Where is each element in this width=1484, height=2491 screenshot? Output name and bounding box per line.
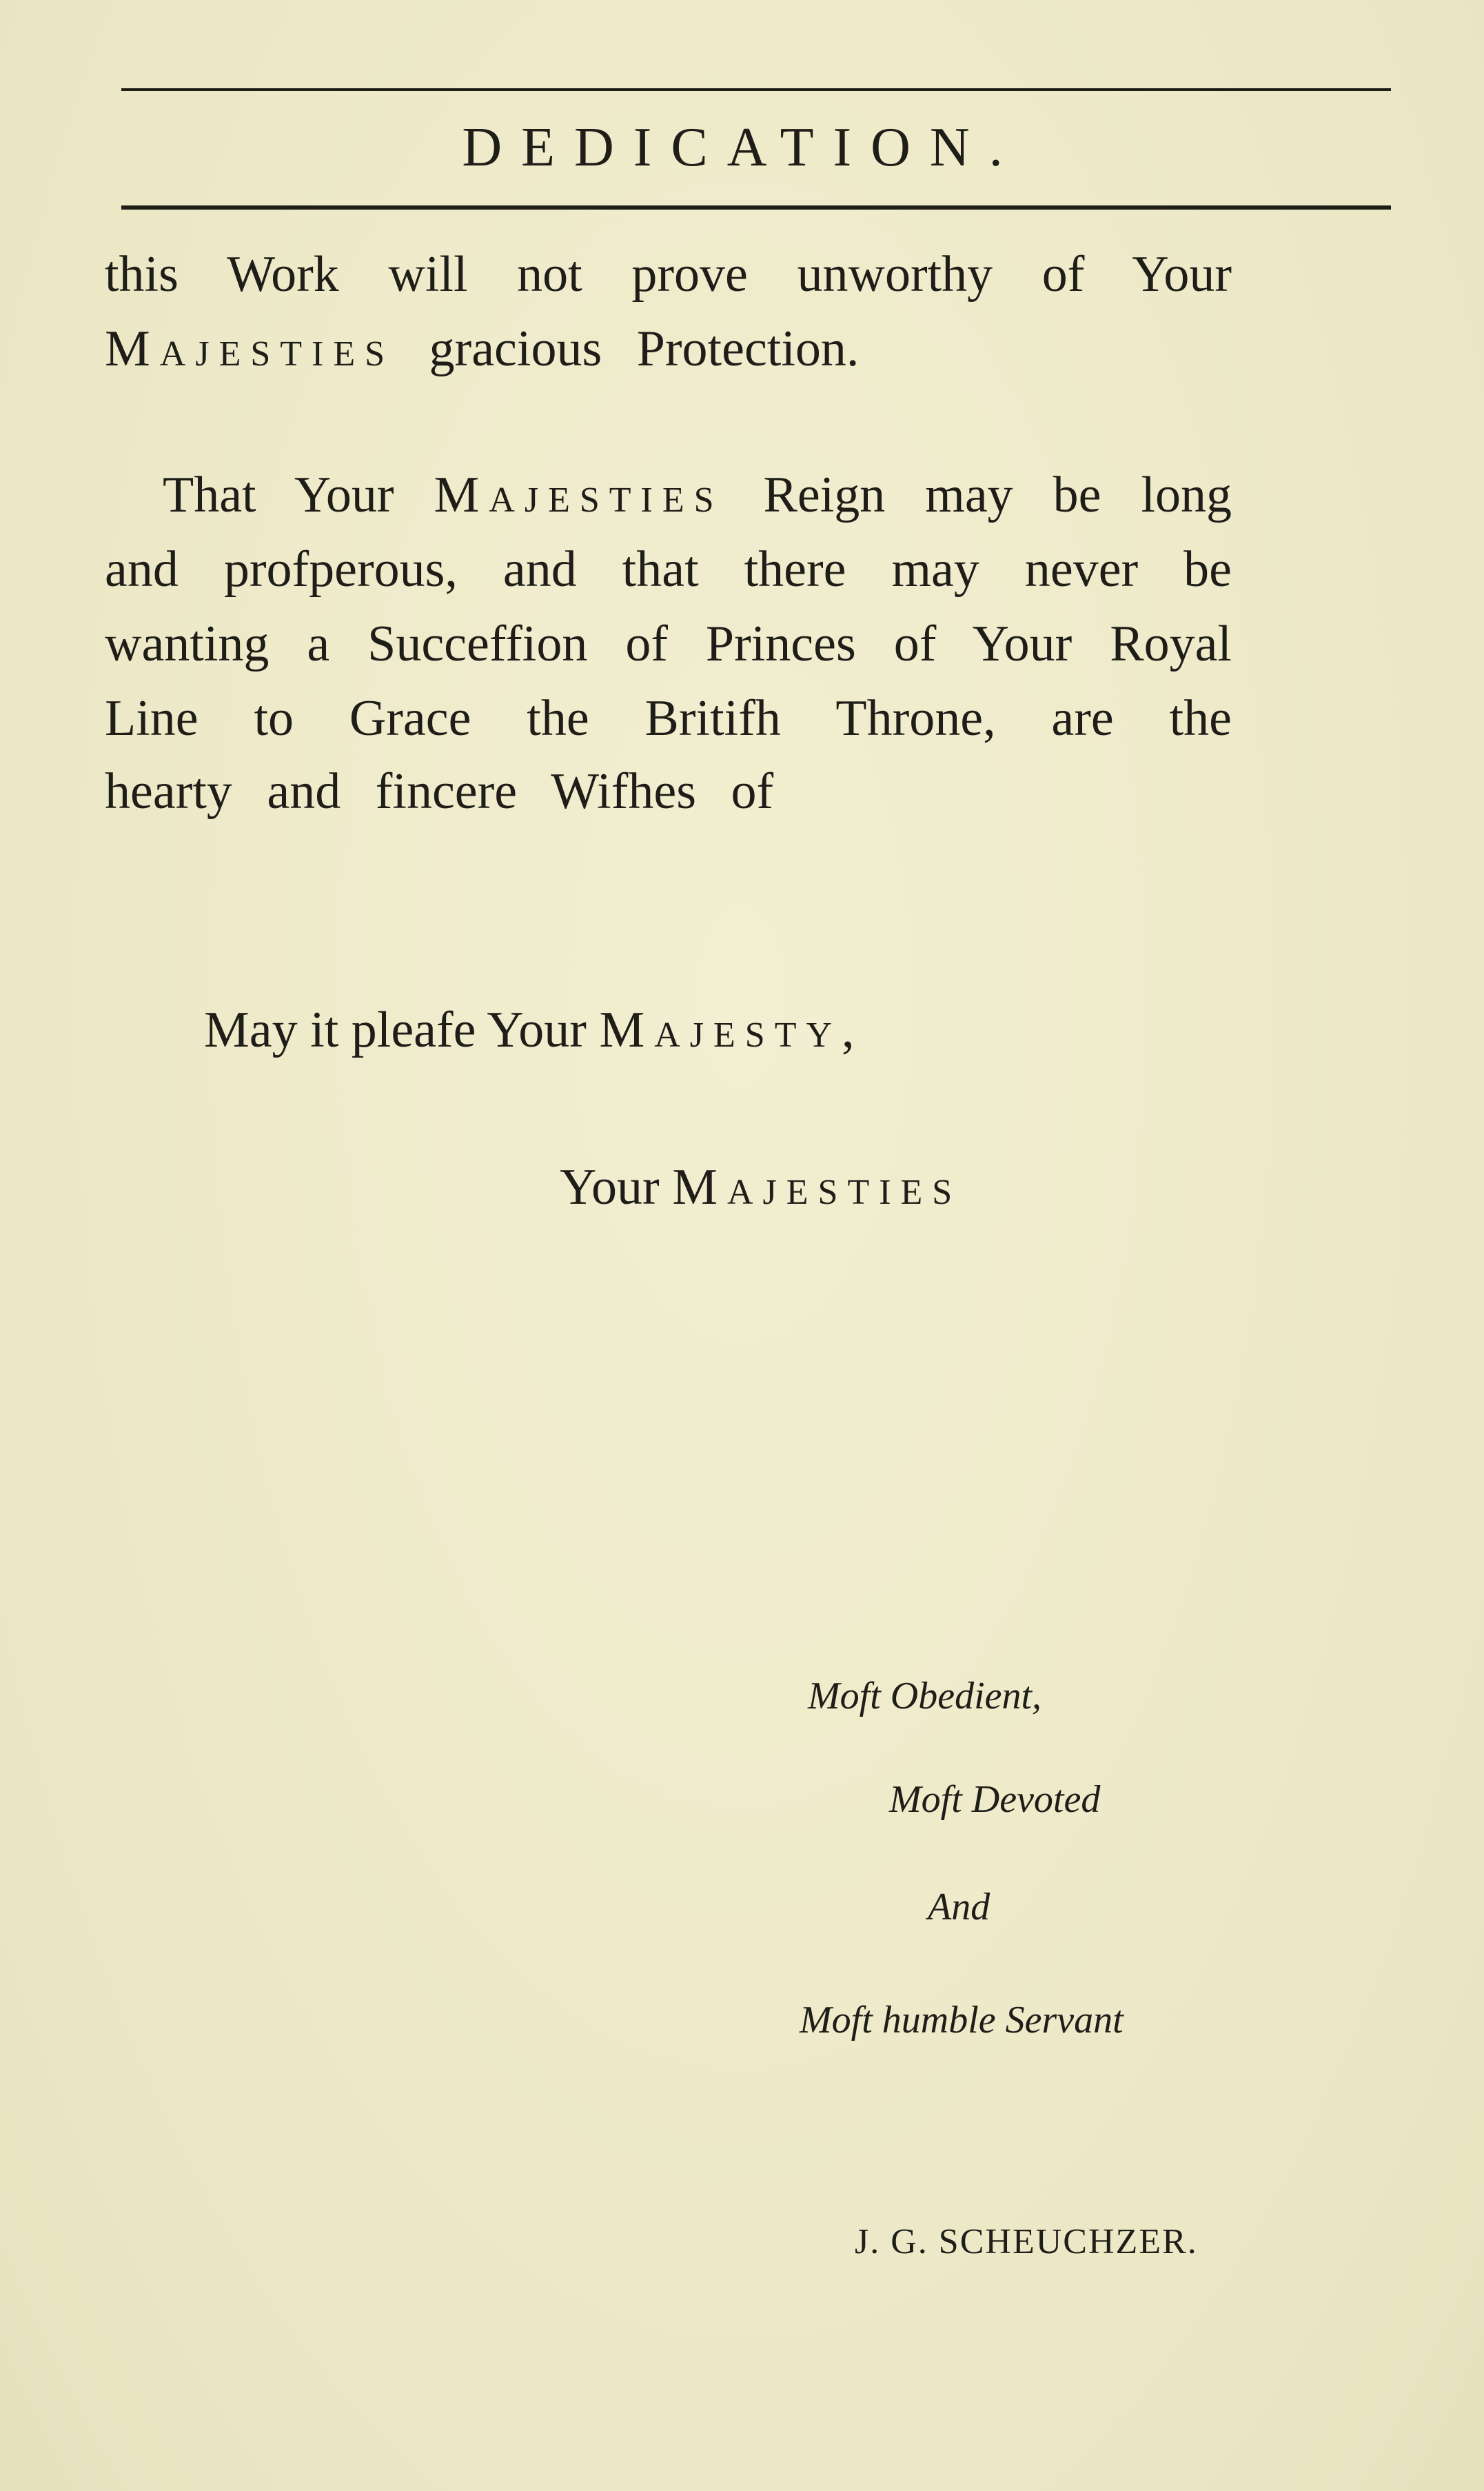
salutation-caps: Majesty: [599, 1002, 842, 1058]
header-rule-top: [121, 88, 1391, 91]
closing-title: [560, 1153, 962, 1222]
closing-title-caps: Majesties: [672, 1159, 962, 1216]
body-line-3-text-a: That Your: [163, 467, 394, 523]
running-head: DEDICATION.: [462, 117, 1022, 178]
closing-title-text: Your: [560, 1159, 660, 1216]
signoff-line-2: Moft Devoted: [889, 1778, 1101, 1821]
body-line-3: [163, 461, 1232, 530]
body-line-2: [105, 314, 1232, 383]
body-line-2-caps: Majesties: [105, 321, 395, 377]
body-line-7-text: hearty and fincere Wifhes of: [105, 763, 774, 820]
body-line-6-text: Line to Grace the Britifh Throne, are the: [105, 690, 1232, 747]
body-line-7: [105, 757, 1232, 826]
author-signature: J. G. SCHEUCHZER.: [855, 2222, 1198, 2261]
body-line-4-text: and profperous, and that there may never be: [105, 541, 1232, 598]
signoff-line-3: And: [928, 1886, 990, 1928]
salutation: [204, 996, 855, 1065]
body-line-2-text: gracious Protection.: [429, 321, 860, 377]
body-line-5-text: wanting a Succeffion of Princes of Your Royal: [105, 616, 1232, 672]
body-line-1-text: this Work will not prove unworthy of Your: [105, 246, 1232, 303]
body-line-4: [105, 535, 1232, 604]
body-line-3-caps: Majesties: [434, 467, 724, 523]
body-line-6: [105, 684, 1232, 753]
body-line-5: [105, 609, 1232, 678]
body-line-3-text-b: Reign may be long: [763, 467, 1232, 523]
salutation-text-b: ,: [842, 1002, 855, 1058]
body-line-1: [105, 240, 1232, 309]
signoff-line-4: Moft humble Servant: [800, 1999, 1124, 2041]
header-rule-bottom: [121, 205, 1391, 210]
salutation-text-a: May it pleafe Your: [204, 1002, 587, 1058]
signoff-line-1: Moft Obedient,: [808, 1675, 1042, 1717]
